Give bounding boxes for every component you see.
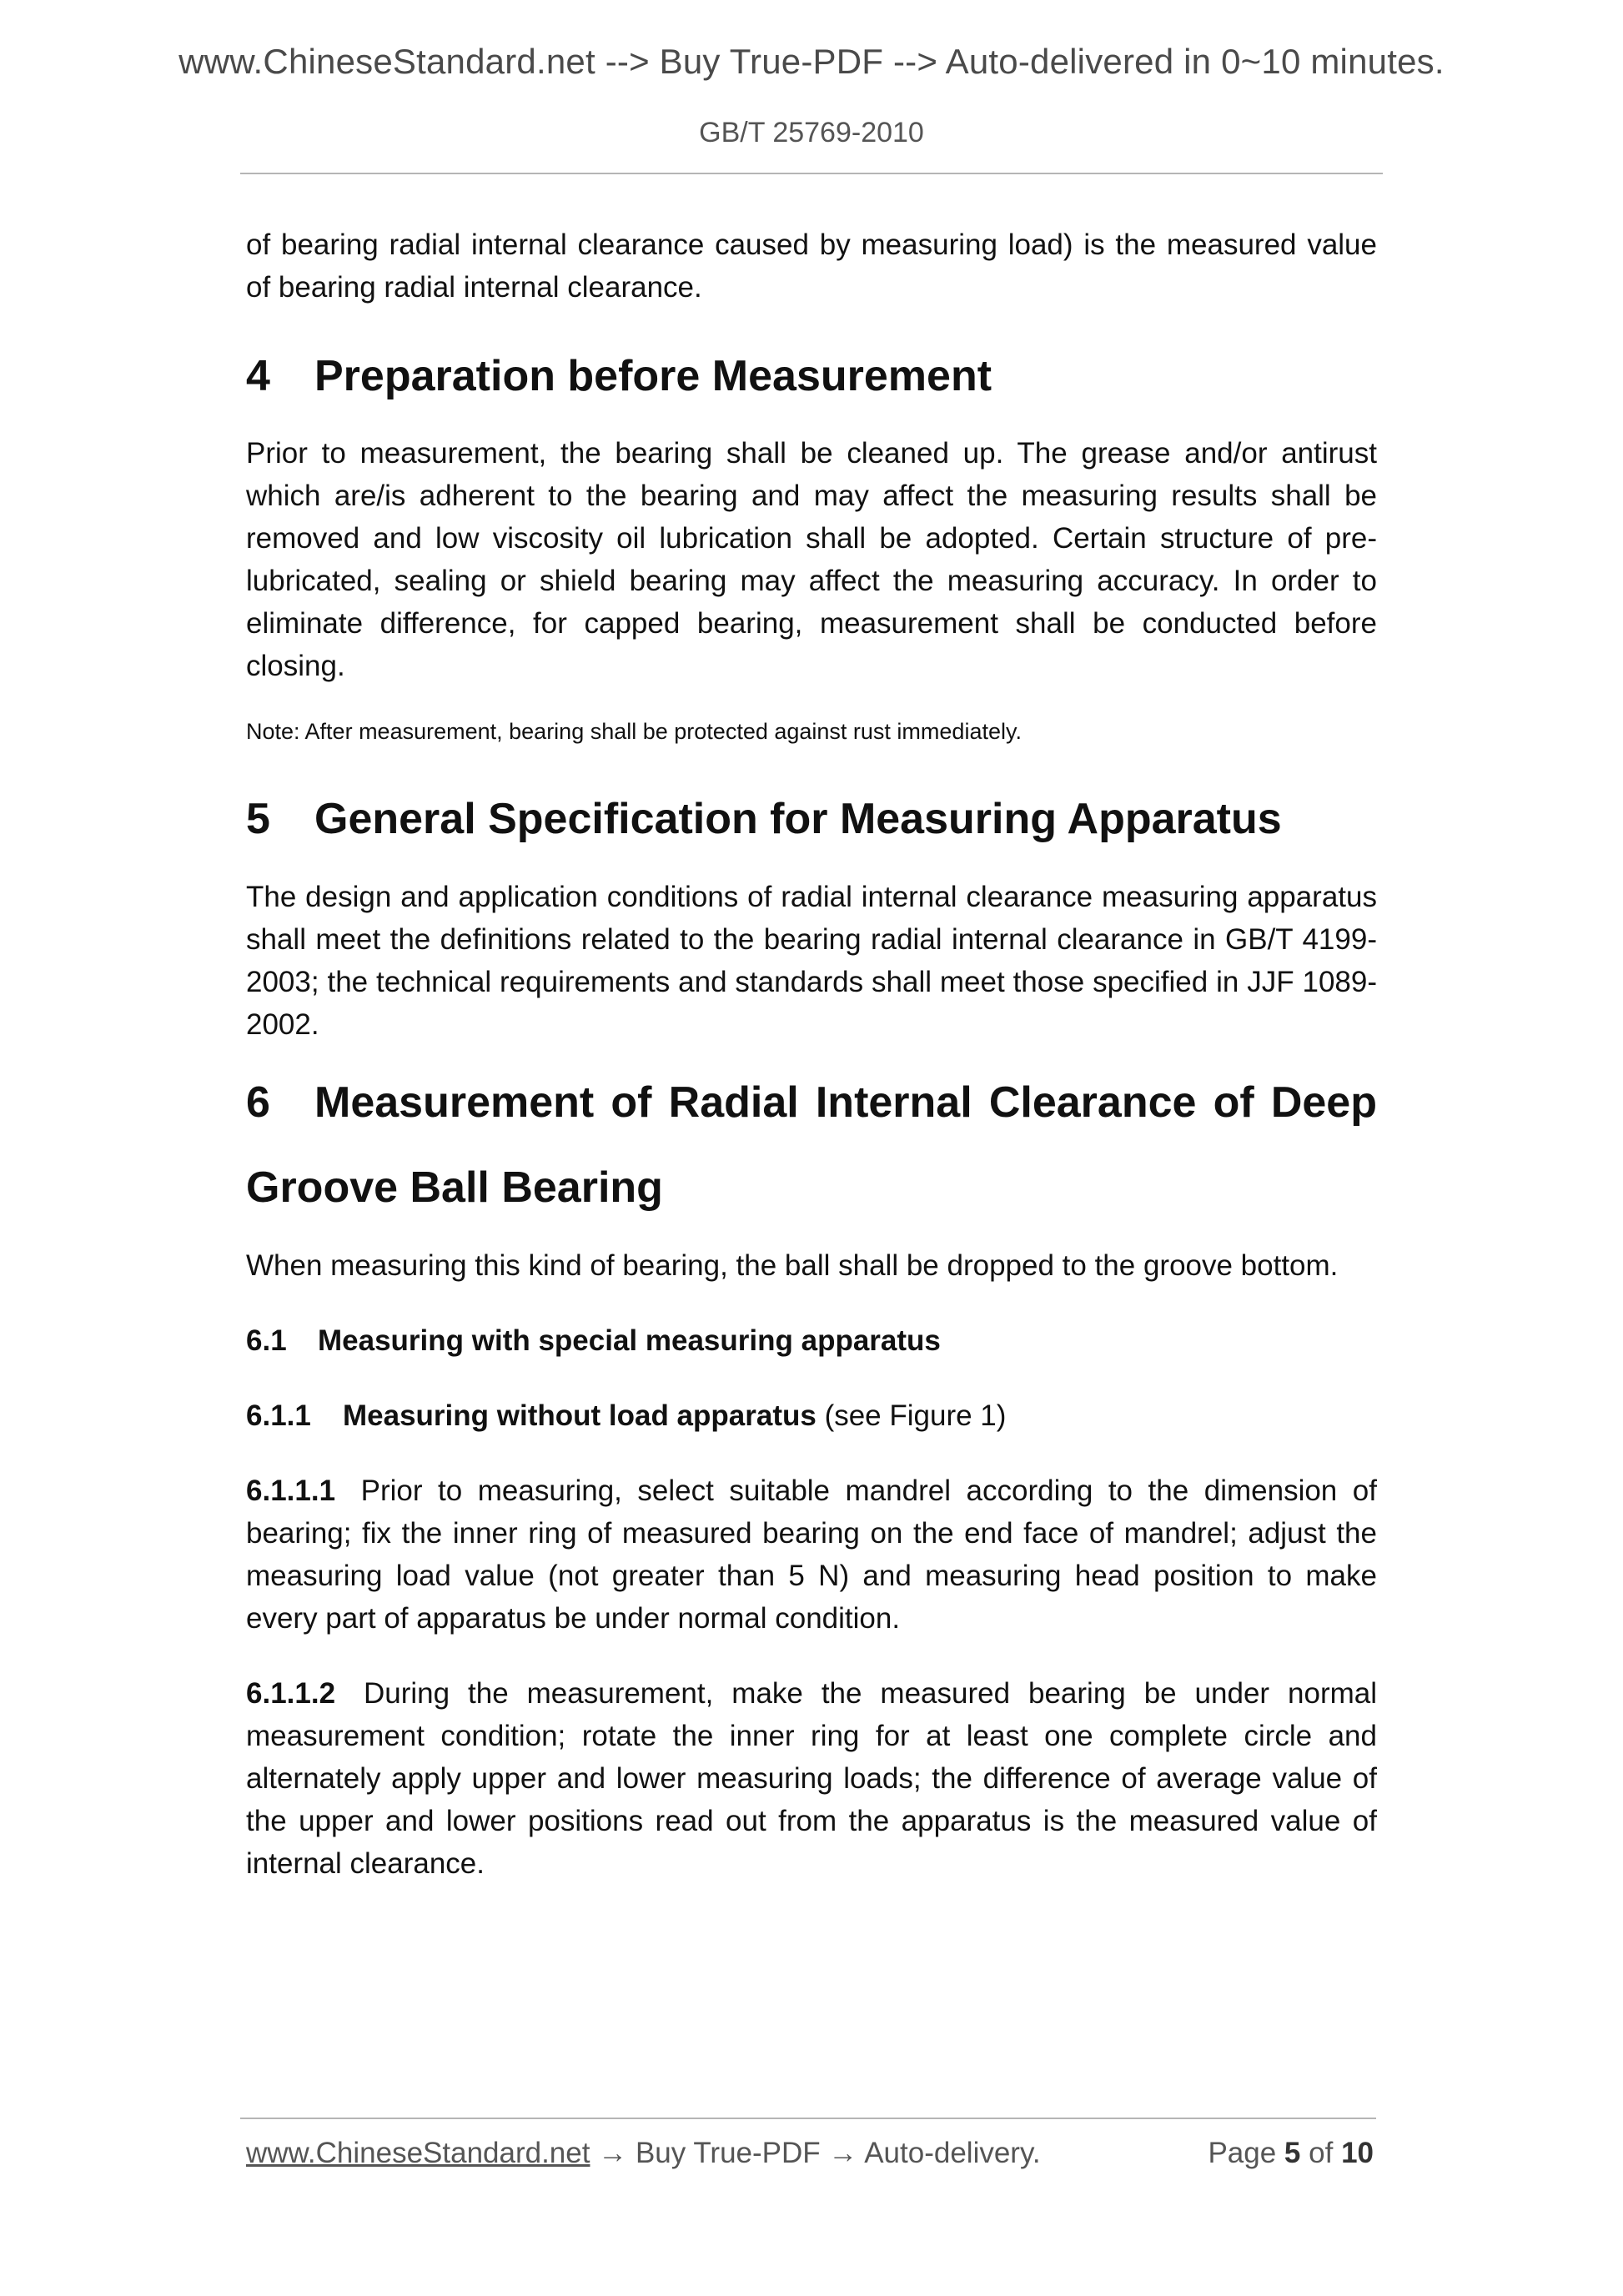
footer-site-link[interactable]: www.ChineseStandard.net: [246, 2137, 590, 2169]
clause-6-1-1-2: [246, 1672, 1377, 1885]
intro-continuation: of bearing radial internal clearance caused by measuring load) is the measured value of bearing radial internal clearance.: [246, 229, 1377, 304]
section-6-heading-line-1: [246, 1060, 1377, 1145]
clause-6-1-1-2-text: During the measurement, make the measured bearing be under normal measurement condition; rotate the inner ring for at least one complete circle and alternately apply upper and lower measuring loads; the difference of average value of the upper and lower positions read out from the apparatus is the measured value of internal clearance.: [246, 1677, 1378, 1880]
footer-arrow-icon: →: [598, 2137, 628, 2169]
clause-6-1-1-1-number: 6.1.1.1: [246, 1475, 336, 1507]
subsection-6-1-1-figure-ref: (see Figure 1): [824, 1399, 1007, 1432]
header-divider: [240, 173, 1383, 174]
top-banner: www.ChineseStandard.net --> Buy True-PDF --> Auto-delivered in 0~10 minutes.: [178, 42, 1445, 81]
section-4-note: Note: After measurement, bearing shall be protected against rust immediately.: [246, 719, 1022, 744]
subsection-6-1-title: Measuring with special measuring apparatus: [318, 1324, 941, 1357]
section-4-heading: [246, 334, 1377, 419]
clause-6-1-1-1: [246, 1470, 1377, 1640]
page-content: [246, 224, 1377, 1885]
footer-divider: [240, 2118, 1376, 2119]
section-6-paragraph: When measuring this kind of bearing, the ball shall be dropped to the groove bottom.: [246, 1249, 1339, 1282]
page-label: Page: [1208, 2137, 1277, 2169]
clause-6-1-1-1-text: Prior to measuring, select suitable mandrel according to the dimension of bearing; fix the inner ring of measured bearing on the end face of mandrel; adjust the measuring load value (not greater than 5 N) and measuring head position to make every part of apparatus be under normal condition.: [246, 1475, 1377, 1635]
section-6-number: 6: [246, 1078, 270, 1127]
subsection-6-1-1-number: 6.1.1: [246, 1399, 311, 1432]
total-pages: 10: [1341, 2137, 1374, 2169]
section-5-heading: [246, 776, 1377, 862]
footer-delivery-text: Auto-delivery.: [864, 2137, 1041, 2169]
of-label: of: [1309, 2137, 1334, 2169]
section-5-title: General Specification for Measuring Apparatus: [314, 795, 1282, 843]
clause-6-1-1-2-number: 6.1.1.2: [246, 1677, 336, 1710]
section-4-title: Preparation before Measurement: [314, 352, 992, 400]
subsection-6-1-heading: [246, 1319, 1377, 1362]
section-6-title-line-2: Groove Ball Bearing: [246, 1163, 663, 1212]
subsection-6-1-1-title: Measuring without load apparatus: [343, 1399, 817, 1432]
section-5-paragraph: The design and application conditions of radial internal clearance measuring apparatus shall meet the definitions related to the bearing radial internal clearance in GB/T 4199-2003; the technical requirements and standards shall meet those specified in JJF 1089-2002.: [246, 881, 1377, 1041]
section-5-number: 5: [246, 795, 270, 843]
section-4-number: 4: [246, 352, 270, 400]
footer-promo: [246, 2137, 1041, 2170]
section-6-title-line-1: Measurement of Radial Internal Clearance of Deep: [314, 1078, 1377, 1127]
page-number: 5: [1284, 2137, 1301, 2169]
subsection-6-1-1-heading: [246, 1394, 1377, 1437]
section-6-heading-line-2: [246, 1145, 1377, 1230]
page-indicator: [1208, 2137, 1374, 2170]
footer-arrow-icon: →: [828, 2137, 858, 2169]
standard-code: GB/T 25769-2010: [699, 117, 924, 148]
subsection-6-1-number: 6.1: [246, 1324, 287, 1357]
footer-buy-text: Buy True-PDF: [635, 2137, 821, 2169]
section-4-paragraph: Prior to measurement, the bearing shall be cleaned up. The grease and/or antirust which are/is adherent to the bearing and may affect the measuring results shall be removed and low viscosity oil lubrication shall be adopted. Certain structure of pre-lubricated, sealing or shield bearing may affect the measuring accuracy. In order to eliminate difference, for capped bearing, measurement shall be conducted before closing.: [246, 437, 1377, 682]
